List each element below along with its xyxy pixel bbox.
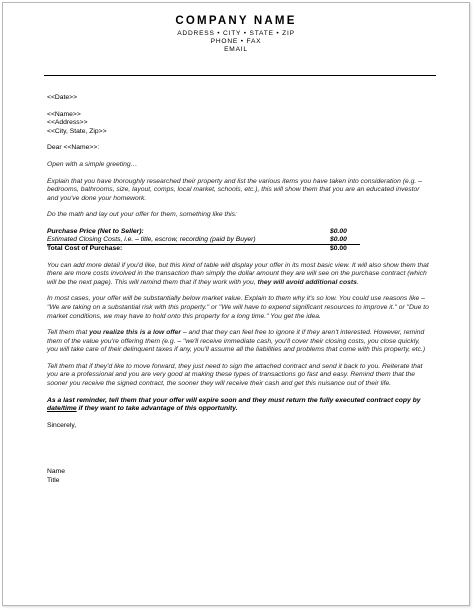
low-offer-paragraph [47,329,430,355]
salutation: Dear <<Name>>: [47,144,100,152]
signature-name: Name [47,468,66,476]
closing-costs-row [47,236,360,245]
low-offer-post: – and that they can feel free to ignore it if they aren't interested. However, remind them of the value you're offering them (e.g. – "we'll receive immediate cash, you'll cover their closing costs, you close quickly, you will take care of their delinquent taxes if any, you'll assume all the liabilities and problems that come with this property, etc.) [47,329,426,354]
reminder-part1: As a last reminder, tell them that your offer will expire soon and they must return the fully executed contract copy by [47,396,421,404]
low-offer-bold: you realize this is a low offer [89,329,181,337]
recipient-city-state-zip: <<City, State, Zip>> [47,127,107,135]
closing-line: Sincerely, [47,421,77,429]
cost-table [47,228,360,254]
letter-page [2,2,470,606]
closing-costs-value: $0.00 [330,236,360,245]
company-address: ADDRESS • CITY • STATE • ZIP [177,30,295,37]
total-cost-value: $0.00 [330,245,347,253]
greeting-paragraph: Open with a simple greeting… [47,160,138,168]
total-cost-label: Total Cost of Purchase: [47,245,123,253]
move-forward-paragraph: Tell them that if they'd like to move forward, they just need to sign the attached contract and send it back to you. Reiterate that you are a professional and you are very good at making these types of transactions go fast and easy. Remind them that the sooner you receive the signed contract, the sooner they will receive their cash and get this nuisance out of their life. [47,362,423,388]
date-field: <<Date>> [47,94,78,101]
low-offer-pre: Tell them that [47,329,88,337]
total-cost-row [47,245,360,254]
math-paragraph: Do the math and lay out your offer for them, something like this: [47,211,237,219]
reminder-part2: if they want to take advantage of this opportunity. [78,405,238,413]
reminder-date-time: date/time [47,405,77,413]
recipient-address: <<Address>> [47,119,88,127]
letter-body [47,94,430,486]
recipient-name: <<Name>> [47,110,81,118]
letterhead-divider [44,75,436,76]
purchase-price-value: $0.00 [330,227,347,235]
detail-text: You can add more detail if you'd like, but this kind of table will display your offer in its most basic view. It will also show them that there are more costs involved in the transaction than simply the dollar amount they are will see on the purchase contract (which will be the next page). This will remind them that if they work with you, [47,261,429,286]
closing-costs-label: Estimated Closing Costs, i.e. – title, escrow, recording (paid by Buyer) [47,236,330,245]
signature-title: Title [47,477,60,485]
detail-bold-text: they will avoid additional costs [257,278,357,286]
research-paragraph: Explain that you have thoroughly researched their property and list the various items you have taken into consideration (e.g. – bedrooms, bathrooms, size, layout, comps, local market, schools, etc.), this will show them that you are an educated investor and you've done your homework. [47,177,422,202]
below-market-paragraph: In most cases, your offer will be substantially below market value. Explain to them why it's so low. You could use reasons like – "We are taking on a substantial risk with this property." or "We will have to expend significant resources to improve it." or "Due to market conditions, we may have to hold onto this property for a long time." You get the idea. [47,295,429,320]
purchase-price-label: Purchase Price (Net to Seller): [47,227,144,235]
reminder-paragraph [47,397,430,414]
company-name: COMPANY NAME [175,15,297,27]
company-email: EMAIL [224,46,248,53]
company-phone-fax: PHONE • FAX [210,38,262,45]
detail-paragraph: You can add more detail if you'd like, but this kind of table will display your offer in its most basic view. It will also show them that there are more costs involved in the transaction than simply the dollar amount they are will see on the purchase contract (which will be the next page). This will remind them that if they work with you, they will avoid additional costs. [47,261,429,286]
purchase-price-row [47,228,360,236]
